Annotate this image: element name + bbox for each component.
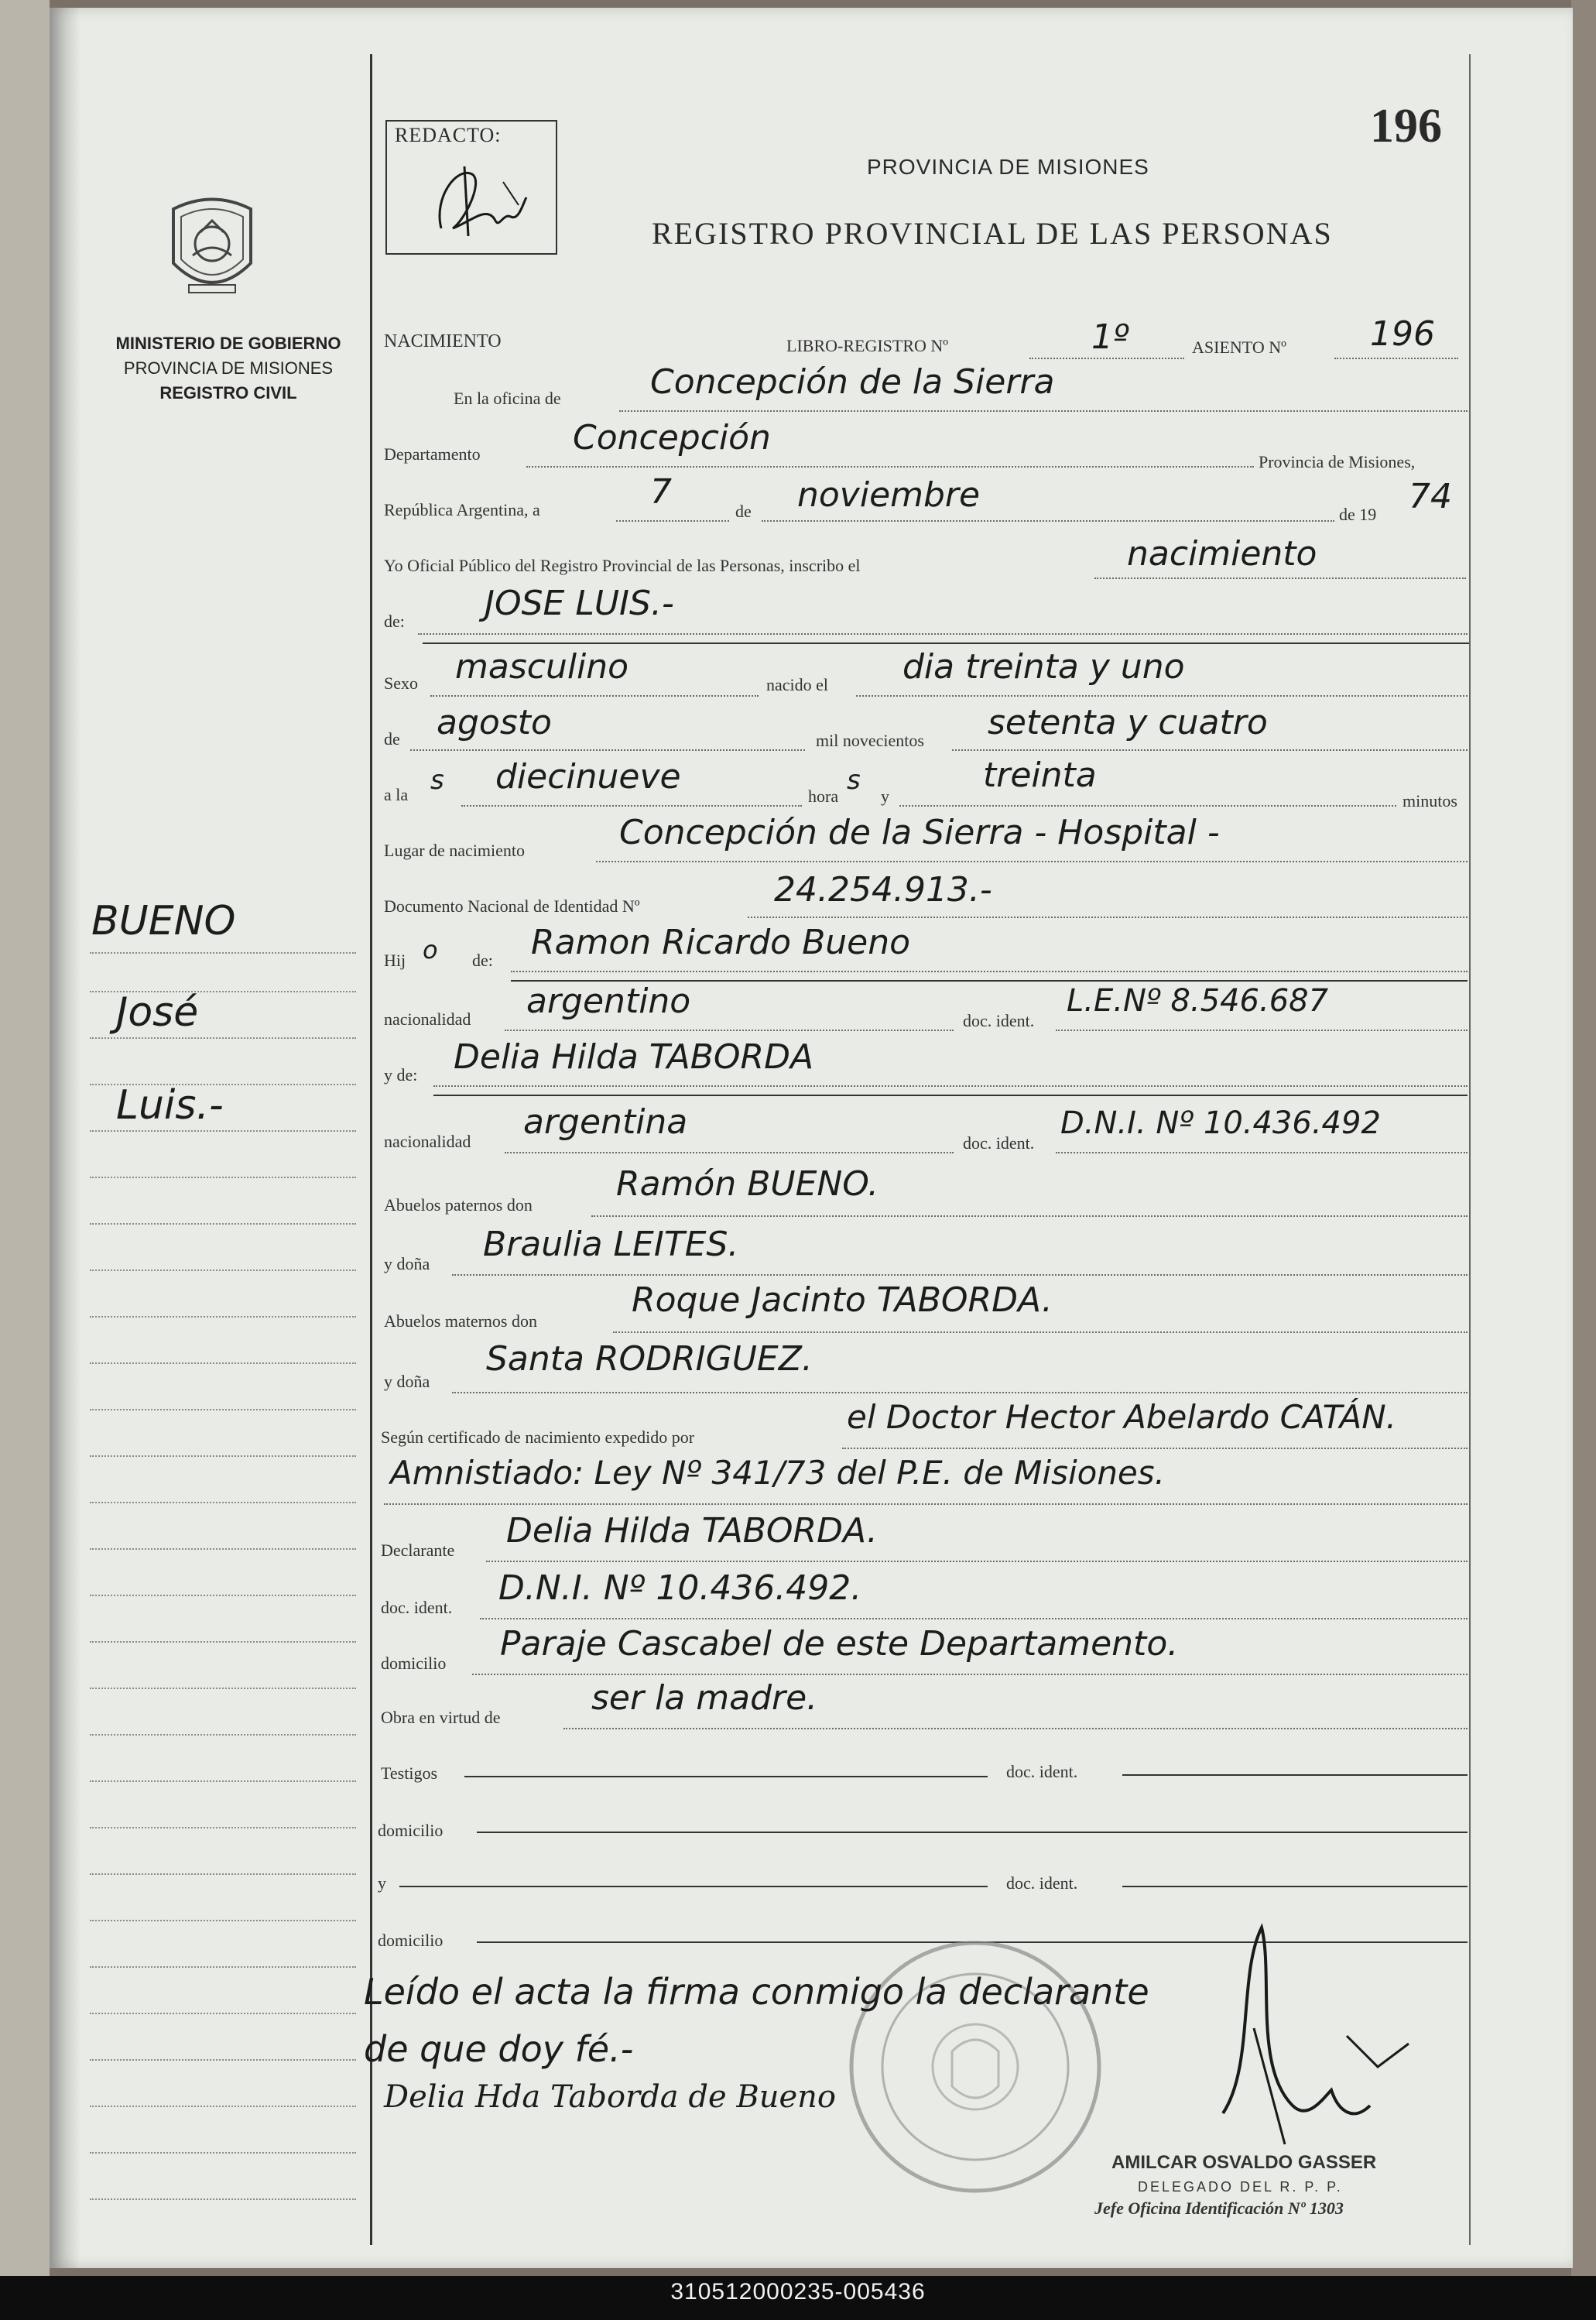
- ab-pat-label: Abuelos paternos don: [384, 1195, 533, 1215]
- dotline: [410, 749, 805, 751]
- hijo-de: de:: [472, 951, 493, 970]
- dotline: [619, 410, 1468, 412]
- closing-line-2: de que doy fé.-: [364, 2028, 634, 2070]
- departamento-value: Concepción: [573, 418, 771, 457]
- dotline: [842, 1448, 1468, 1449]
- dotline: [952, 749, 1468, 751]
- margin-rule: [90, 1223, 356, 1225]
- doc-padre-label: doc. ident.: [963, 1011, 1035, 1030]
- dni-value: 24.254.913.-: [774, 870, 992, 910]
- ministry-line-2: PROVINCIA DE MISIONES: [123, 358, 334, 378]
- dotline: [762, 520, 1334, 522]
- underline: [433, 1095, 1468, 1096]
- dotline: [418, 633, 1468, 635]
- dotline: [526, 466, 1254, 468]
- acto-value: nacimiento: [1127, 534, 1317, 574]
- sexo-value: masculino: [455, 647, 629, 687]
- official-office: Jefe Oficina Identificación Nº 1303: [1094, 2198, 1344, 2218]
- dotline: [596, 861, 1468, 862]
- margin-rule: [90, 1270, 356, 1271]
- y-label: y: [881, 786, 889, 806]
- mother-signature: Delia Hda Taborda de Bueno: [384, 2079, 837, 2115]
- madre-value: Delia Hilda TABORDA: [454, 1037, 814, 1077]
- republica-label: República Argentina, a: [384, 500, 540, 519]
- segun-value: el Doctor Hector Abelardo CATÁN.: [847, 1398, 1396, 1436]
- padre-value: Ramon Ricardo Bueno: [531, 923, 911, 962]
- margin-rule: [90, 1130, 356, 1132]
- margin-rule: [90, 2059, 356, 2061]
- margin-rule: [90, 2152, 356, 2154]
- margin-rule: [90, 2106, 356, 2107]
- hijo-o: o: [423, 935, 438, 965]
- obra-label: Obra en virtud de: [381, 1708, 501, 1727]
- redacto-label: REDACTO:: [395, 124, 502, 146]
- provincia-label: Provincia de Misiones,: [1259, 452, 1416, 471]
- asiento-label: ASIENTO Nº: [1192, 338, 1286, 357]
- dotline: [563, 1728, 1468, 1729]
- testigos-label: Testigos: [381, 1763, 438, 1783]
- nac-madre-label: nacionalidad: [384, 1132, 471, 1151]
- underline: [423, 643, 1469, 644]
- ab-mat-value: Roque Jacinto TABORDA.: [632, 1280, 1053, 1320]
- horas-s: s: [847, 765, 861, 796]
- margin-rule: [90, 1316, 356, 1318]
- margin-rule: [90, 1966, 356, 1968]
- dotline: [748, 917, 1468, 918]
- doc-decl-label: doc. ident.: [381, 1598, 453, 1617]
- horas-label: hora: [808, 786, 839, 806]
- minutos-label: minutos: [1402, 791, 1457, 810]
- dni-label: Documento Nacional de Identidad Nº: [384, 896, 640, 916]
- dotline: [472, 1674, 1468, 1675]
- dotline: [452, 1274, 1468, 1276]
- ab-pat2-value: Braulia LEITES.: [483, 1225, 739, 1264]
- margin-rule: [90, 1920, 356, 1921]
- margin-surname: BUENO: [91, 898, 236, 944]
- mes-nac-value: agosto: [437, 703, 552, 742]
- anio-label: de 19: [1339, 505, 1377, 524]
- lugar-value: Concepción de la Sierra - Hospital -: [619, 813, 1220, 852]
- margin-rule: [90, 1827, 356, 1828]
- margin-rule: [90, 1409, 356, 1410]
- dotline: [505, 1030, 954, 1031]
- dotline: [452, 1392, 1468, 1393]
- hora-value: diecinueve: [495, 757, 681, 797]
- testigo2-doc-line: [1122, 1886, 1468, 1887]
- declarante-value: Delia Hilda TABORDA.: [506, 1511, 878, 1551]
- book-left-edge: [0, 0, 50, 2276]
- dotline: [430, 695, 759, 697]
- margin-rule: [90, 1177, 356, 1178]
- libro-value: 1º: [1091, 317, 1129, 357]
- margin-rule: [90, 1734, 356, 1736]
- margin-name-1: José: [116, 989, 199, 1036]
- de2-label: de:: [384, 612, 405, 631]
- mil-label: mil novecientos: [816, 731, 924, 750]
- dotline: [511, 971, 1468, 972]
- dotline: [1056, 1152, 1468, 1153]
- dotline: [433, 1085, 1468, 1087]
- de3-label: de: [384, 729, 400, 749]
- archive-id: 310512000235-005436: [670, 2279, 926, 2305]
- libro-label: LIBRO-REGISTRO Nº: [786, 336, 949, 355]
- margin-name-2: Luis.-: [116, 1082, 224, 1129]
- dotline: [480, 1618, 1468, 1619]
- dotline: [591, 1215, 1468, 1217]
- testigo2-y-label: y: [378, 1873, 386, 1893]
- dotline: [461, 805, 802, 807]
- margin-rule: [90, 1548, 356, 1550]
- yo-label: Yo Oficial Público del Registro Provincial de las Personas, inscribo el: [384, 556, 861, 575]
- ab-mat-label: Abuelos maternos don: [384, 1311, 537, 1331]
- record-type-label: NACIMIENTO: [384, 331, 502, 351]
- registry-title: REGISTRO PROVINCIAL DE LAS PERSONAS: [652, 216, 1333, 251]
- testigos-domicilio-line: [477, 1832, 1468, 1833]
- margin-rule: [90, 1873, 356, 1875]
- dotline: [613, 1331, 1468, 1333]
- dotline: [486, 1561, 1468, 1562]
- margin-rule: [90, 1780, 356, 1782]
- dotline: [616, 520, 729, 522]
- doc-padre-value: L.E.Nº 8.546.687: [1067, 983, 1329, 1019]
- dotline: [899, 805, 1396, 807]
- nac-padre-label: nacionalidad: [384, 1009, 471, 1029]
- margin-rule: [90, 1595, 356, 1596]
- lugar-label: Lugar de nacimiento: [384, 841, 526, 860]
- nac-padre-value: argentino: [526, 982, 691, 1021]
- departamento-label: Departamento: [384, 444, 481, 464]
- testigos-doc-label: doc. ident.: [1006, 1762, 1078, 1781]
- margin-divider: [370, 54, 372, 2245]
- oficina-value: Concepción de la Sierra: [650, 362, 1055, 402]
- amnistia-value: Amnistiado: Ley Nº 341/73 del P.E. de Misiones.: [390, 1454, 1166, 1492]
- margin-rule: [90, 1037, 356, 1039]
- official-name: AMILCAR OSVALDO GASSER: [1111, 2152, 1377, 2173]
- ab-pat-value: Ramón BUENO.: [616, 1164, 879, 1204]
- nacido-label: nacido el: [766, 675, 829, 694]
- margin-rule: [90, 1688, 356, 1689]
- hijo-label: Hij: [384, 951, 406, 970]
- margin-rule: [90, 1455, 356, 1457]
- misiones-seal-icon: [158, 186, 266, 310]
- domicilio-label: domicilio: [381, 1653, 447, 1673]
- closing-line-1: Leído el acta la firma conmigo la declarante: [364, 1971, 1149, 2013]
- dotline: [505, 1152, 954, 1153]
- margin-rule: [90, 1502, 356, 1503]
- ab-mat-dona-label: y doña: [384, 1372, 430, 1391]
- nombre-value: JOSE LUIS.-: [485, 584, 674, 623]
- segun-label: Según certificado de nacimiento expedido por: [381, 1427, 695, 1447]
- margin-rule: [90, 1641, 356, 1643]
- margin-rule: [90, 1362, 356, 1364]
- dotline: [1334, 358, 1458, 359]
- redacto-signature: [410, 151, 542, 244]
- dotline: [384, 1503, 1468, 1505]
- alas-s: s: [430, 765, 444, 796]
- margin-rule: [90, 2013, 356, 2014]
- dotline: [856, 695, 1468, 697]
- nac-madre-value: argentina: [523, 1102, 688, 1142]
- testigo2-line: [399, 1886, 988, 1887]
- doc-madre-label: doc. ident.: [963, 1133, 1035, 1153]
- ministry-block: [93, 331, 364, 406]
- nacido-value: dia treinta y uno: [902, 647, 1185, 687]
- asiento-value: 196: [1370, 314, 1435, 354]
- testigos-doc-line: [1122, 1774, 1468, 1776]
- gutter-shadow: [50, 8, 80, 2268]
- margin-rule: [90, 952, 356, 954]
- anio-nac-value: setenta y cuatro: [988, 703, 1268, 742]
- book-right-edge: [1571, 0, 1596, 2276]
- right-border: [1469, 54, 1471, 2245]
- domicilio-value: Paraje Cascabel de este Departamento.: [500, 1624, 1179, 1664]
- official-signature: [1207, 1912, 1455, 2160]
- obra-value: ser la madre.: [591, 1678, 818, 1718]
- province-title: PROVINCIA DE MISIONES: [867, 155, 1149, 179]
- margin-rule: [90, 2198, 356, 2200]
- ab-pat-dona-label: y doña: [384, 1254, 430, 1273]
- de-label: de: [735, 502, 752, 521]
- dotline: [1029, 358, 1184, 359]
- page-number: 196: [1370, 100, 1442, 152]
- oficina-label: En la oficina de: [454, 389, 561, 408]
- doc-decl-value: D.N.I. Nº 10.436.492.: [498, 1568, 862, 1608]
- ministry-line-1: MINISTERIO DE GOBIERNO: [115, 334, 341, 353]
- mes-value: noviembre: [797, 475, 981, 515]
- doc-madre-value: D.N.I. Nº 10.436.492: [1060, 1105, 1381, 1141]
- anio-value: 74: [1409, 477, 1452, 516]
- sexo-label: Sexo: [384, 673, 418, 693]
- ministry-line-3: REGISTRO CIVIL: [159, 383, 297, 403]
- ab-mat2-value: Santa RODRIGUEZ.: [486, 1339, 813, 1379]
- testigos-line: [464, 1776, 988, 1777]
- testigo2-doc-label: doc. ident.: [1006, 1873, 1078, 1893]
- official-role: DELEGADO DEL R. P. P.: [1138, 2179, 1343, 2195]
- testigos-domicilio-label: domicilio: [378, 1821, 444, 1840]
- yde-label: y de:: [384, 1065, 418, 1085]
- dotline: [1094, 577, 1466, 579]
- testigo2-domicilio-label: domicilio: [378, 1931, 444, 1950]
- dia-value: 7: [650, 472, 672, 512]
- declarante-label: Declarante: [381, 1540, 455, 1560]
- minutos-value: treinta: [983, 756, 1097, 795]
- alas-label: a la: [384, 785, 409, 804]
- dotline: [1056, 1030, 1468, 1031]
